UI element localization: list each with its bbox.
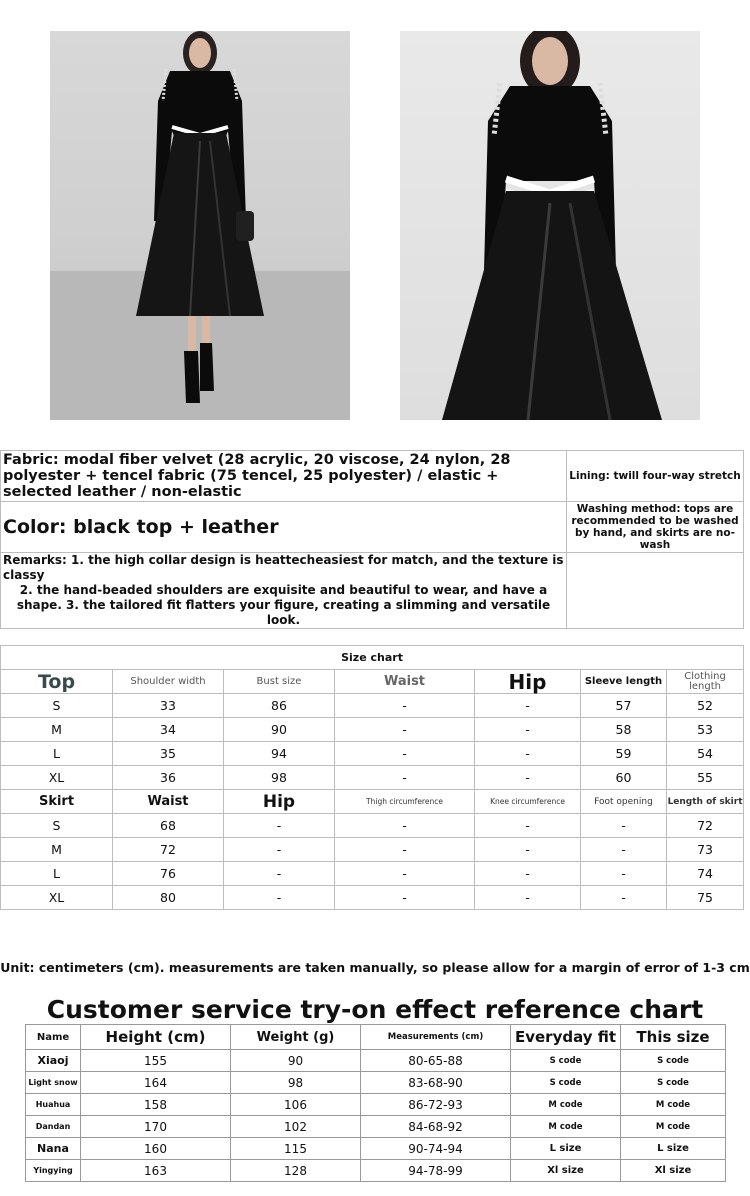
table-cell: S code	[511, 1072, 621, 1094]
table-cell: M code	[511, 1094, 621, 1116]
top-header-row	[1, 670, 744, 694]
table-cell: 84-68-92	[361, 1116, 511, 1138]
table-cell: Light snow	[26, 1072, 81, 1094]
table-cell: 170	[81, 1116, 231, 1138]
header-measurements: Measurements (cm)	[361, 1025, 511, 1050]
table-cell: L	[1, 862, 113, 886]
table-cell: 94-78-99	[361, 1160, 511, 1182]
table-cell: Dandan	[26, 1116, 81, 1138]
lining-text: Lining: twill four-way stretch	[567, 451, 744, 502]
header-weight: Weight (g)	[231, 1025, 361, 1050]
size-chart-table	[0, 645, 744, 910]
table-cell: 80	[113, 886, 224, 910]
washing-text: Washing method: tops are recommended to be washed by hand, and skirts are no-wash	[567, 502, 744, 553]
unit-note: Unit: centimeters (cm). measurements are taken manually, so please allow for a margin of error of 1-3 cm	[0, 960, 750, 975]
table-cell: 90-74-94	[361, 1138, 511, 1160]
table-cell: -	[335, 742, 475, 766]
empty-cell	[567, 553, 744, 629]
table-cell: -	[581, 886, 667, 910]
table-cell: 60	[581, 766, 667, 790]
table-cell: -	[335, 838, 475, 862]
table-row	[1, 838, 744, 862]
table-cell: 72	[113, 838, 224, 862]
table-cell: 52	[667, 694, 744, 718]
table-cell: 86-72-93	[361, 1094, 511, 1116]
table-cell: 57	[581, 694, 667, 718]
model-closeup-photo	[400, 31, 700, 420]
table-cell: 55	[667, 766, 744, 790]
table-cell: S	[1, 814, 113, 838]
model-full-body-photo	[50, 31, 350, 420]
table-cell: Nana	[26, 1138, 81, 1160]
table-cell: 34	[113, 718, 224, 742]
table-row	[1, 694, 744, 718]
table-cell: M code	[511, 1116, 621, 1138]
top-label: Top	[1, 670, 113, 694]
table-cell: 163	[81, 1160, 231, 1182]
table-cell: -	[475, 742, 581, 766]
table-cell: 115	[231, 1138, 361, 1160]
table-row	[26, 1138, 726, 1160]
table-cell: -	[335, 694, 475, 718]
table-cell: 83-68-90	[361, 1072, 511, 1094]
header-shoulder-width: Shoulder width	[113, 670, 224, 694]
remarks-line-1: Remarks: 1. the high collar design is heattecheasiest for match, and the texture is classy	[3, 553, 564, 582]
table-row	[1, 814, 744, 838]
table-cell: -	[335, 814, 475, 838]
table-row	[1, 862, 744, 886]
table-cell: 128	[231, 1160, 361, 1182]
table-cell: -	[335, 718, 475, 742]
table-cell: -	[335, 766, 475, 790]
header-clothing-length: Clothing length	[667, 670, 744, 694]
table-cell: 160	[81, 1138, 231, 1160]
table-row	[26, 1050, 726, 1072]
table-cell: 59	[581, 742, 667, 766]
table-cell: -	[475, 886, 581, 910]
header-sleeve-length: Sleeve length	[581, 670, 667, 694]
table-cell: 106	[231, 1094, 361, 1116]
table-cell: 86	[224, 694, 335, 718]
table-cell: 90	[224, 718, 335, 742]
table-row	[1, 766, 744, 790]
header-skirt-waist: Waist	[113, 790, 224, 814]
table-cell: -	[581, 838, 667, 862]
header-everyday-fit: Everyday fit	[511, 1025, 621, 1050]
table-cell: 94	[224, 742, 335, 766]
table-cell: 73	[667, 838, 744, 862]
remarks-text	[1, 553, 567, 629]
table-cell: -	[475, 814, 581, 838]
table-cell: -	[224, 814, 335, 838]
table-cell: L	[1, 742, 113, 766]
header-this-size: This size	[621, 1025, 726, 1050]
table-row	[26, 1094, 726, 1116]
table-cell: 158	[81, 1094, 231, 1116]
table-cell: 80-65-88	[361, 1050, 511, 1072]
table-cell: -	[475, 694, 581, 718]
table-cell: M	[1, 718, 113, 742]
table-cell: -	[224, 886, 335, 910]
table-cell: Huahua	[26, 1094, 81, 1116]
table-cell: -	[581, 862, 667, 886]
table-row	[1, 718, 744, 742]
header-bust-size: Bust size	[224, 670, 335, 694]
table-cell: 36	[113, 766, 224, 790]
skirt-label: Skirt	[1, 790, 113, 814]
table-cell: 54	[667, 742, 744, 766]
header-hip: Hip	[475, 670, 581, 694]
table-cell: 53	[667, 718, 744, 742]
table-row	[26, 1072, 726, 1094]
table-cell: L size	[621, 1138, 726, 1160]
table-cell: -	[475, 718, 581, 742]
table-cell: 72	[667, 814, 744, 838]
table-cell: Xl size	[511, 1160, 621, 1182]
table-row	[26, 1116, 726, 1138]
table-cell: 58	[581, 718, 667, 742]
header-length-of-skirt: Length of skirt	[667, 790, 744, 814]
table-cell: S code	[621, 1072, 726, 1094]
table-cell: XL	[1, 886, 113, 910]
header-waist: Waist	[335, 670, 475, 694]
table-cell: M code	[621, 1094, 726, 1116]
product-info-table	[0, 450, 744, 629]
table-row	[1, 742, 744, 766]
table-cell: 74	[667, 862, 744, 886]
table-cell: 33	[113, 694, 224, 718]
table-cell: M	[1, 838, 113, 862]
table-cell: -	[475, 862, 581, 886]
table-cell: -	[335, 886, 475, 910]
table-cell: -	[224, 838, 335, 862]
header-knee-circumference: Knee circumference	[475, 790, 581, 814]
table-cell: -	[581, 814, 667, 838]
table-cell: Xl size	[621, 1160, 726, 1182]
table-cell: -	[224, 862, 335, 886]
table-cell: L size	[511, 1138, 621, 1160]
table-row	[26, 1160, 726, 1182]
header-skirt-hip: Hip	[224, 790, 335, 814]
skirt-header-row	[1, 790, 744, 814]
table-cell: Xiaoj	[26, 1050, 81, 1072]
table-cell: Yingying	[26, 1160, 81, 1182]
table-row	[1, 886, 744, 910]
table-cell: XL	[1, 766, 113, 790]
tryon-title: Customer service try-on effect reference chart	[46, 995, 704, 1024]
header-height: Height (cm)	[81, 1025, 231, 1050]
table-cell: S code	[621, 1050, 726, 1072]
table-cell: 155	[81, 1050, 231, 1072]
table-cell: S	[1, 694, 113, 718]
size-chart-caption: Size chart	[1, 646, 744, 670]
table-cell: 102	[231, 1116, 361, 1138]
table-cell: S code	[511, 1050, 621, 1072]
table-cell: 76	[113, 862, 224, 886]
table-cell: M code	[621, 1116, 726, 1138]
table-cell: 75	[667, 886, 744, 910]
table-cell: 90	[231, 1050, 361, 1072]
fabric-text: Fabric: modal fiber velvet (28 acrylic, 20 viscose, 24 nylon, 28 polyester + tencel fabric (75 tencel, 25 polyester) / elastic + selected leather / non-elastic	[1, 451, 567, 502]
table-cell: 68	[113, 814, 224, 838]
table-cell: -	[475, 838, 581, 862]
table-cell: 98	[224, 766, 335, 790]
header-thigh-circumference: Thigh circumference	[335, 790, 475, 814]
header-name: Name	[26, 1025, 81, 1050]
table-cell: -	[475, 766, 581, 790]
header-foot-opening: Foot opening	[581, 790, 667, 814]
table-cell: -	[335, 862, 475, 886]
color-text: Color: black top + leather	[1, 502, 567, 553]
table-cell: 35	[113, 742, 224, 766]
remarks-line-2: 2. the hand-beaded shoulders are exquisite and beautiful to wear, and have a shape. 3. the tailored fit flatters your figure, creating a slimming and versatile look.	[16, 583, 551, 627]
table-cell: 164	[81, 1072, 231, 1094]
tryon-table	[25, 1024, 726, 1182]
table-cell: 98	[231, 1072, 361, 1094]
tryon-header-row	[26, 1025, 726, 1050]
